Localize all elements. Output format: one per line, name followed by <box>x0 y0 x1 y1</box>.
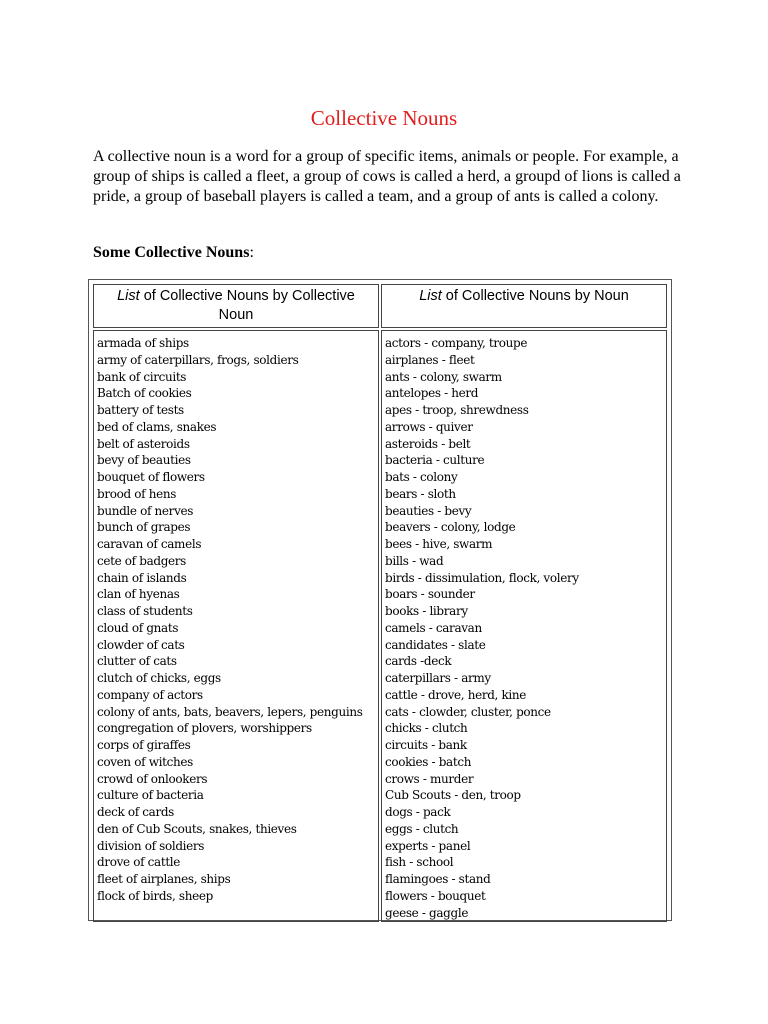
list-item: armada of ships <box>97 336 189 350</box>
list-item: bills - wad <box>385 553 444 568</box>
list-item: bed of clams, snakes <box>97 419 217 434</box>
header-text: of Collective Nouns by Noun <box>441 288 629 304</box>
list-item: clan of hyenas <box>97 587 180 602</box>
list-item: bundle of nerves <box>97 503 194 518</box>
list-item: culture of bacteria <box>97 788 204 803</box>
list-item: brood of hens <box>97 486 177 501</box>
list-item: fish - school <box>385 855 454 870</box>
header-by-collective-noun <box>93 284 379 328</box>
table-grid <box>91 282 669 924</box>
table-header-row <box>93 284 667 328</box>
list-item: camels - caravan <box>385 620 482 635</box>
list-item: cats - clowder, cluster, ponce <box>385 704 551 719</box>
column-by-noun <box>381 330 667 922</box>
list-item: belt of asteroids <box>97 436 190 451</box>
list-item: caravan of camels <box>97 537 202 551</box>
list-item: battery of tests <box>97 403 184 417</box>
header-italic: List <box>419 288 442 304</box>
list-item: bears - sloth <box>385 486 456 501</box>
list-item: asteroids - belt <box>385 436 471 451</box>
noun-list <box>385 335 663 921</box>
list-item: apes - troop, shrewdness <box>385 403 529 417</box>
list-item: bunch of grapes <box>97 520 191 535</box>
list-item: flowers - bouquet <box>385 888 486 903</box>
list-item: fleet of airplanes, ships <box>97 872 231 886</box>
list-item: books - library <box>385 604 468 618</box>
list-item: experts - panel <box>385 838 471 853</box>
list-item: Cub Scouts - den, troop <box>385 788 521 803</box>
header-text: of Collective Nouns by Collective Noun <box>139 288 355 323</box>
list-item: corps of giraffes <box>97 738 191 752</box>
header-by-noun <box>381 284 667 328</box>
collective-nouns-table <box>88 279 672 921</box>
list-item: drove of cattle <box>97 855 181 870</box>
list-item: dogs - pack <box>385 805 451 819</box>
list-item: cattle - drove, herd, kine <box>385 687 527 702</box>
list-item: caterpillars - army <box>385 671 491 685</box>
intro-paragraph: A collective noun is a word for a group of specific items, animals or people. For example, a group of ships is called a fleet, a group of cows is called a herd, a groupd of lions is called a pride, a group of baseball players is called a team, and a group of ants is called a colony. <box>93 148 681 206</box>
list-item: den of Cub Scouts, snakes, thieves <box>97 821 297 836</box>
list-item: chicks - clutch <box>385 721 468 736</box>
list-item: coven of witches <box>97 754 193 769</box>
list-item: ants - colony, swarm <box>385 369 502 384</box>
list-item: cards -deck <box>385 654 452 669</box>
list-item: arrows - quiver <box>385 419 473 434</box>
list-item: cloud of gnats <box>97 620 179 635</box>
list-item: clutch of chicks, eggs <box>97 671 221 685</box>
list-item: cete of badgers <box>97 553 186 568</box>
list-item: bees - hive, swarm <box>385 537 493 551</box>
list-item: class of students <box>97 604 193 618</box>
list-item: army of caterpillars, frogs, soldiers <box>97 352 299 367</box>
list-item: clutter of cats <box>97 654 177 669</box>
list-item: colony of ants, bats, beavers, lepers, penguins <box>97 704 363 719</box>
page-title: Collective Nouns <box>310 106 458 130</box>
list-item: congregation of plovers, worshippers <box>97 721 312 736</box>
list-item: bank of circuits <box>97 369 187 384</box>
column-by-collective-noun <box>93 330 379 922</box>
list-item: geese - gaggle <box>385 905 469 920</box>
list-item: eggs - clutch <box>385 821 459 836</box>
list-item: bacteria - culture <box>385 453 485 468</box>
list-item: deck of cards <box>97 805 174 819</box>
list-item: company of actors <box>97 687 203 702</box>
list-item: bevy of beauties <box>97 453 191 468</box>
list-item: bouquet of flowers <box>97 470 205 484</box>
collective-noun-list <box>97 335 375 905</box>
list-item: beavers - colony, lodge <box>385 520 516 535</box>
list-item: circuits - bank <box>385 738 467 752</box>
list-item: flock of birds, sheep <box>97 888 213 903</box>
list-item: bats - colony <box>385 470 458 484</box>
list-item: crows - murder <box>385 771 474 786</box>
list-item: Batch of cookies <box>97 386 192 401</box>
section-heading <box>93 243 254 263</box>
table-body-row <box>93 330 667 922</box>
list-item: airplanes - fleet <box>385 352 475 367</box>
section-heading-text: Some Collective Nouns <box>93 244 250 261</box>
list-item: birds - dissimulation, flock, volery <box>385 570 579 585</box>
list-item: flamingoes - stand <box>385 872 491 886</box>
list-item: cookies - batch <box>385 754 472 769</box>
list-item: actors - company, troupe <box>385 336 528 350</box>
list-item: boars - sounder <box>385 587 475 602</box>
list-item: candidates - slate <box>385 637 486 652</box>
list-item: chain of islands <box>97 570 187 585</box>
list-item: antelopes - herd <box>385 386 479 401</box>
list-item: crowd of onlookers <box>97 771 208 786</box>
header-italic: List <box>117 288 140 304</box>
section-heading-colon: : <box>249 244 254 261</box>
list-item: beauties - bevy <box>385 503 472 518</box>
list-item: division of soldiers <box>97 838 205 853</box>
list-item: clowder of cats <box>97 637 185 652</box>
